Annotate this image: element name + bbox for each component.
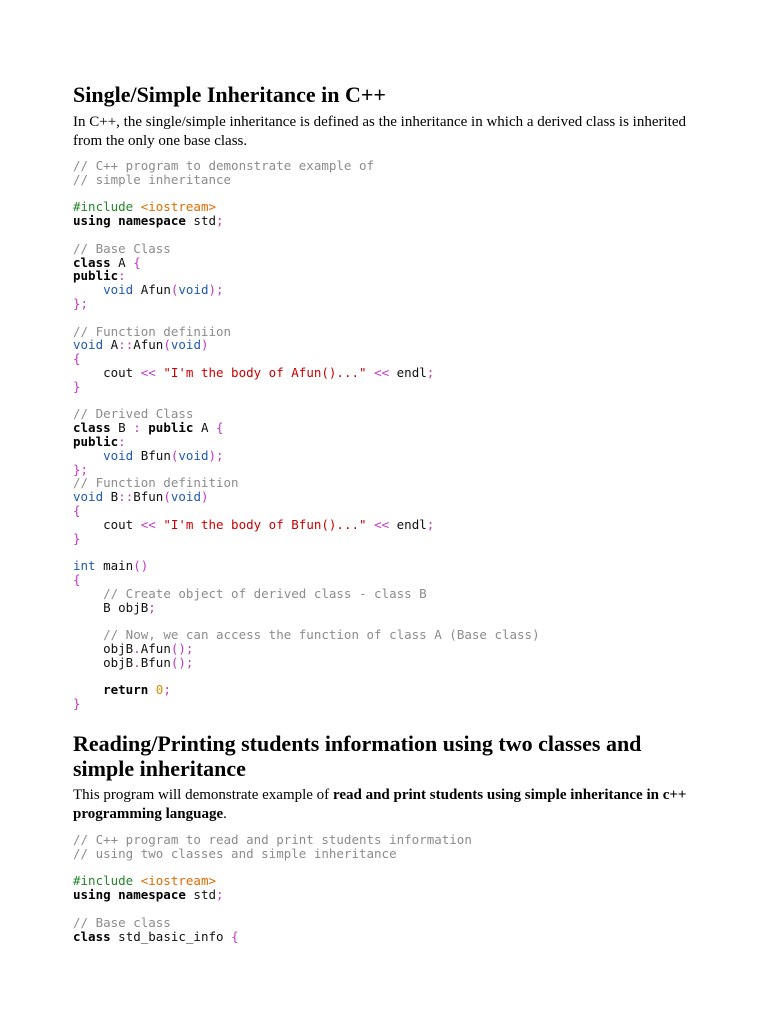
code-line bbox=[73, 861, 472, 875]
code-line: // Base class bbox=[73, 914, 171, 930]
code-line: // C++ program to demonstrate example of bbox=[73, 158, 375, 173]
code-line: { bbox=[73, 351, 81, 367]
code-line: }; bbox=[73, 295, 89, 311]
code-line: // Create object of derived class - class B bbox=[103, 585, 427, 601]
code-line: // Derived Class bbox=[73, 406, 194, 422]
section-title-students-line-1: Reading/Printing students information using two classes and bbox=[73, 731, 642, 756]
code-line: #include <iostream> bbox=[73, 873, 216, 889]
code-line: cout << "I'm the body of Bfun()..." << endl; bbox=[73, 516, 435, 532]
code-line: B objB; bbox=[73, 599, 156, 615]
code-line bbox=[73, 311, 540, 325]
section-title-single-inheritance: Single/Simple Inheritance in C++ bbox=[73, 82, 386, 107]
code-block-single-inheritance bbox=[73, 159, 540, 711]
code-line: // Now, we can access the function of class A (Base class) bbox=[103, 627, 540, 643]
code-line: public: bbox=[73, 433, 126, 449]
intro-suffix: . bbox=[223, 806, 227, 822]
code-line: } bbox=[73, 378, 81, 394]
code-line bbox=[73, 545, 540, 559]
code-line: using namespace std; bbox=[73, 213, 224, 229]
code-line: int main() bbox=[73, 558, 149, 574]
code-line: // Function definition bbox=[73, 475, 239, 491]
code-line: void Bfun(void); bbox=[103, 447, 224, 463]
code-line bbox=[73, 669, 540, 683]
code-line: // Function definiion bbox=[73, 323, 232, 339]
code-line: { bbox=[73, 571, 81, 587]
code-line: void B::Bfun(void) bbox=[73, 489, 209, 505]
code-line: } bbox=[73, 530, 81, 546]
code-line: void A::Afun(void) bbox=[73, 337, 209, 353]
section-title-students-line-2: simple inheritance bbox=[73, 756, 246, 781]
code-line: cout << "I'm the body of Afun()..." << endl; bbox=[73, 364, 435, 380]
code-line: void Afun(void); bbox=[103, 282, 224, 298]
code-line: } bbox=[73, 696, 81, 712]
code-line: public: bbox=[73, 268, 126, 284]
intro-bold: read and print students using simple inheritance in c++ programming language bbox=[73, 787, 687, 822]
code-line: using namespace std; bbox=[73, 887, 224, 903]
intro-prefix: This program will demonstrate example of bbox=[73, 787, 333, 803]
code-line: class std_basic_info { bbox=[73, 928, 239, 944]
code-line: // C++ program to read and print students information bbox=[73, 832, 472, 847]
code-line: }; bbox=[73, 461, 89, 477]
code-line: class B : public A { bbox=[73, 420, 224, 436]
section-intro-students bbox=[73, 786, 693, 824]
code-line: return 0; bbox=[103, 682, 171, 698]
code-line bbox=[73, 228, 540, 242]
code-line bbox=[73, 614, 540, 628]
code-line: // Base Class bbox=[73, 240, 171, 256]
code-block-students bbox=[73, 833, 472, 943]
code-line bbox=[73, 187, 540, 201]
code-line: class A { bbox=[73, 254, 141, 270]
code-line: objB.Bfun(); bbox=[73, 654, 194, 670]
section-intro-single-inheritance: In C++, the single/simple inheritance is defined as the inheritance in which a derived class is inherited from the only one base class. bbox=[73, 114, 686, 149]
code-line: objB.Afun(); bbox=[73, 640, 194, 656]
code-line: { bbox=[73, 502, 81, 518]
code-line bbox=[73, 394, 540, 408]
code-line bbox=[73, 902, 472, 916]
code-line: // simple inheritance bbox=[73, 171, 232, 187]
code-line: #include <iostream> bbox=[73, 199, 216, 215]
code-line: // using two classes and simple inheritance bbox=[73, 845, 397, 861]
